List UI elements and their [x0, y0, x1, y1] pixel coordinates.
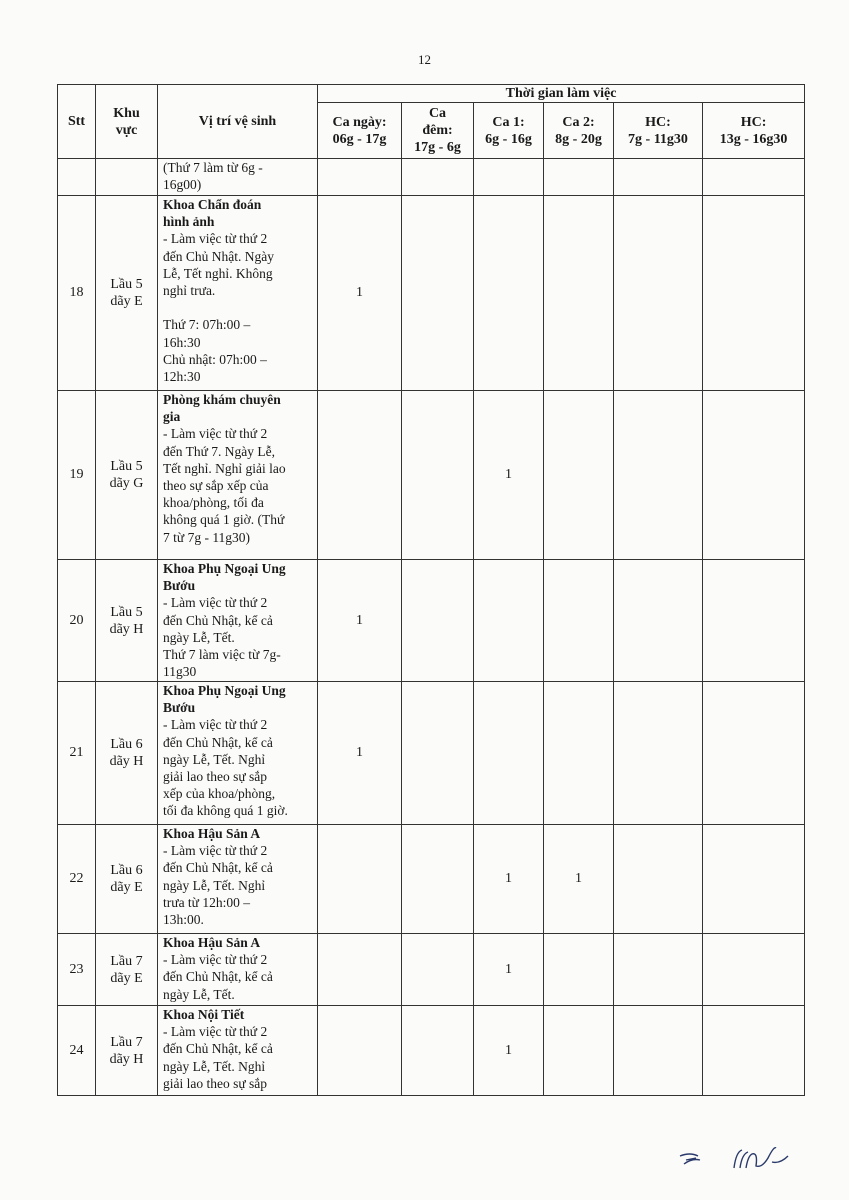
location-cell: [158, 682, 318, 825]
shift-mark-cell: [544, 682, 614, 825]
shift-mark-cell: [544, 1006, 614, 1096]
stt-cell: 18: [58, 196, 96, 391]
shift-mark-cell: [402, 1006, 474, 1096]
shift-mark-cell: 1: [318, 682, 402, 825]
header-shift-night: Ca đêm: 17g - 6g: [402, 103, 474, 159]
shift-mark-cell: 1: [318, 560, 402, 682]
shift-mark-cell: [402, 934, 474, 1006]
work-schedule-table: [57, 84, 805, 1096]
shift-mark-cell: [402, 825, 474, 934]
department-name: Khoa Hậu Sản A: [163, 935, 261, 950]
shift-mark-cell: [402, 682, 474, 825]
working-hours-note: - Làm việc từ thứ 2 đến Chủ Nhật, kể cả ngày Lễ, Tết. Nghỉ giải lao theo sự sắp xếp của khoa/phòng, tối đa không quá 1 giờ.: [163, 717, 288, 819]
header-area: Khu vực: [96, 85, 158, 159]
header-shift-1: Ca 1: 6g - 16g: [474, 103, 544, 159]
area-cell: Lầu 7 dãy H: [96, 1006, 158, 1096]
header-shift-day: Ca ngày: 06g - 17g: [318, 103, 402, 159]
shift-mark-cell: 1: [474, 825, 544, 934]
shift-mark-cell: [318, 825, 402, 934]
table-row: [58, 682, 805, 825]
shift-mark-cell: [402, 560, 474, 682]
area-cell: Lầu 7 dãy E: [96, 934, 158, 1006]
department-name: Phòng khám chuyên gia: [163, 392, 281, 425]
shift-mark-cell: [703, 391, 805, 560]
header-working-time: Thời gian làm việc: [318, 85, 805, 103]
location-cell: [158, 825, 318, 934]
working-hours-note: - Làm việc từ thứ 2 đến Thứ 7. Ngày Lễ, Tết nghỉ. Nghỉ giải lao theo sự sắp xếp của khoa/phòng, tối đa không quá 1 giờ. (Thứ 7 từ 7g - 11g30): [163, 426, 286, 545]
shift-mark-cell: [614, 196, 703, 391]
shift-mark-cell: [703, 1006, 805, 1096]
department-name: Khoa Chẩn đoán hình ảnh: [163, 197, 262, 230]
department-name: Khoa Nội Tiết: [163, 1007, 245, 1022]
shift-mark-cell: 1: [318, 196, 402, 391]
shift-mark-cell: [703, 825, 805, 934]
shift-mark-cell: [544, 560, 614, 682]
location-cell: [158, 1006, 318, 1096]
table-row: [58, 560, 805, 682]
shift-mark-cell: [474, 560, 544, 682]
shift-mark-cell: [318, 934, 402, 1006]
handwritten-signature: [676, 1138, 796, 1174]
continuation-note: (Thứ 7 làm từ 6g - 16g00): [158, 159, 318, 196]
header-hc-afternoon: HC: 13g - 16g30: [703, 103, 805, 159]
area-cell: Lầu 5 dãy G: [96, 391, 158, 560]
continuation-row: [58, 159, 805, 196]
shift-mark-cell: [318, 1006, 402, 1096]
shift-mark-cell: [703, 934, 805, 1006]
header-hc-morning: HC: 7g - 11g30: [614, 103, 703, 159]
stt-cell: 22: [58, 825, 96, 934]
shift-mark-cell: [614, 934, 703, 1006]
shift-mark-cell: 1: [544, 825, 614, 934]
shift-mark-cell: [703, 196, 805, 391]
area-cell: Lầu 5 dãy E: [96, 196, 158, 391]
working-hours-note: - Làm việc từ thứ 2 đến Chủ Nhật, kể cả ngày Lễ, Tết. Nghỉ trưa từ 12h:00 – 13h:00.: [163, 843, 273, 928]
area-cell: Lầu 5 dãy H: [96, 560, 158, 682]
department-name: Khoa Phụ Ngoại Ung Bướu: [163, 683, 286, 716]
shift-mark-cell: [614, 1006, 703, 1096]
shift-mark-cell: [474, 196, 544, 391]
shift-mark-cell: [544, 196, 614, 391]
table-row: [58, 825, 805, 934]
location-cell: [158, 391, 318, 560]
table-row: [58, 196, 805, 391]
stt-cell: 24: [58, 1006, 96, 1096]
area-cell: [96, 159, 158, 196]
shift-mark-cell: [703, 682, 805, 825]
shift-mark-cell: [474, 682, 544, 825]
header-location: Vị trí vệ sinh: [158, 85, 318, 159]
stt-cell: 20: [58, 560, 96, 682]
shift-mark-cell: [614, 682, 703, 825]
shift-mark-cell: [614, 825, 703, 934]
shift-mark-cell: [544, 391, 614, 560]
location-cell: [158, 934, 318, 1006]
location-cell: [158, 560, 318, 682]
working-hours-note: - Làm việc từ thứ 2 đến Chủ Nhật. Ngày Lễ, Tết nghỉ. Không nghỉ trưa. Thứ 7: 07h:00 – 16h:30 Chủ nhật: 07h:00 – 12h:30: [163, 231, 274, 385]
area-cell: Lầu 6 dãy E: [96, 825, 158, 934]
shift-mark-cell: 1: [474, 934, 544, 1006]
shift-mark-cell: [614, 391, 703, 560]
department-name: Khoa Phụ Ngoại Ung Bướu: [163, 561, 286, 594]
department-name: Khoa Hậu Sản A: [163, 826, 261, 841]
header-shift-2: Ca 2: 8g - 20g: [544, 103, 614, 159]
shift-mark-cell: 1: [474, 391, 544, 560]
table-row: [58, 1006, 805, 1096]
stt-cell: 21: [58, 682, 96, 825]
shift-mark-cell: [402, 196, 474, 391]
area-cell: Lầu 6 dãy H: [96, 682, 158, 825]
shift-mark-cell: [614, 560, 703, 682]
shift-mark-cell: [318, 391, 402, 560]
shift-mark-cell: [544, 934, 614, 1006]
shift-mark-cell: [703, 560, 805, 682]
table-row: [58, 934, 805, 1006]
location-cell: [158, 196, 318, 391]
header-stt: Stt: [58, 85, 96, 159]
shift-mark-cell: [402, 391, 474, 560]
shift-mark-cell: 1: [474, 1006, 544, 1096]
working-hours-note: - Làm việc từ thứ 2 đến Chủ Nhật, kể cả ngày Lễ, Tết.: [163, 952, 273, 1002]
stt-cell: [58, 159, 96, 196]
page-number: 12: [418, 52, 431, 67]
working-hours-note: - Làm việc từ thứ 2 đến Chủ Nhật, kể cả ngày Lễ, Tết. Thứ 7 làm việc từ 7g- 11g30: [163, 595, 281, 680]
table-row: [58, 391, 805, 560]
working-hours-note: - Làm việc từ thứ 2 đến Chủ Nhật, kể cả ngày Lễ, Tết. Nghỉ giải lao theo sự sắp: [163, 1024, 273, 1091]
stt-cell: 23: [58, 934, 96, 1006]
stt-cell: 19: [58, 391, 96, 560]
